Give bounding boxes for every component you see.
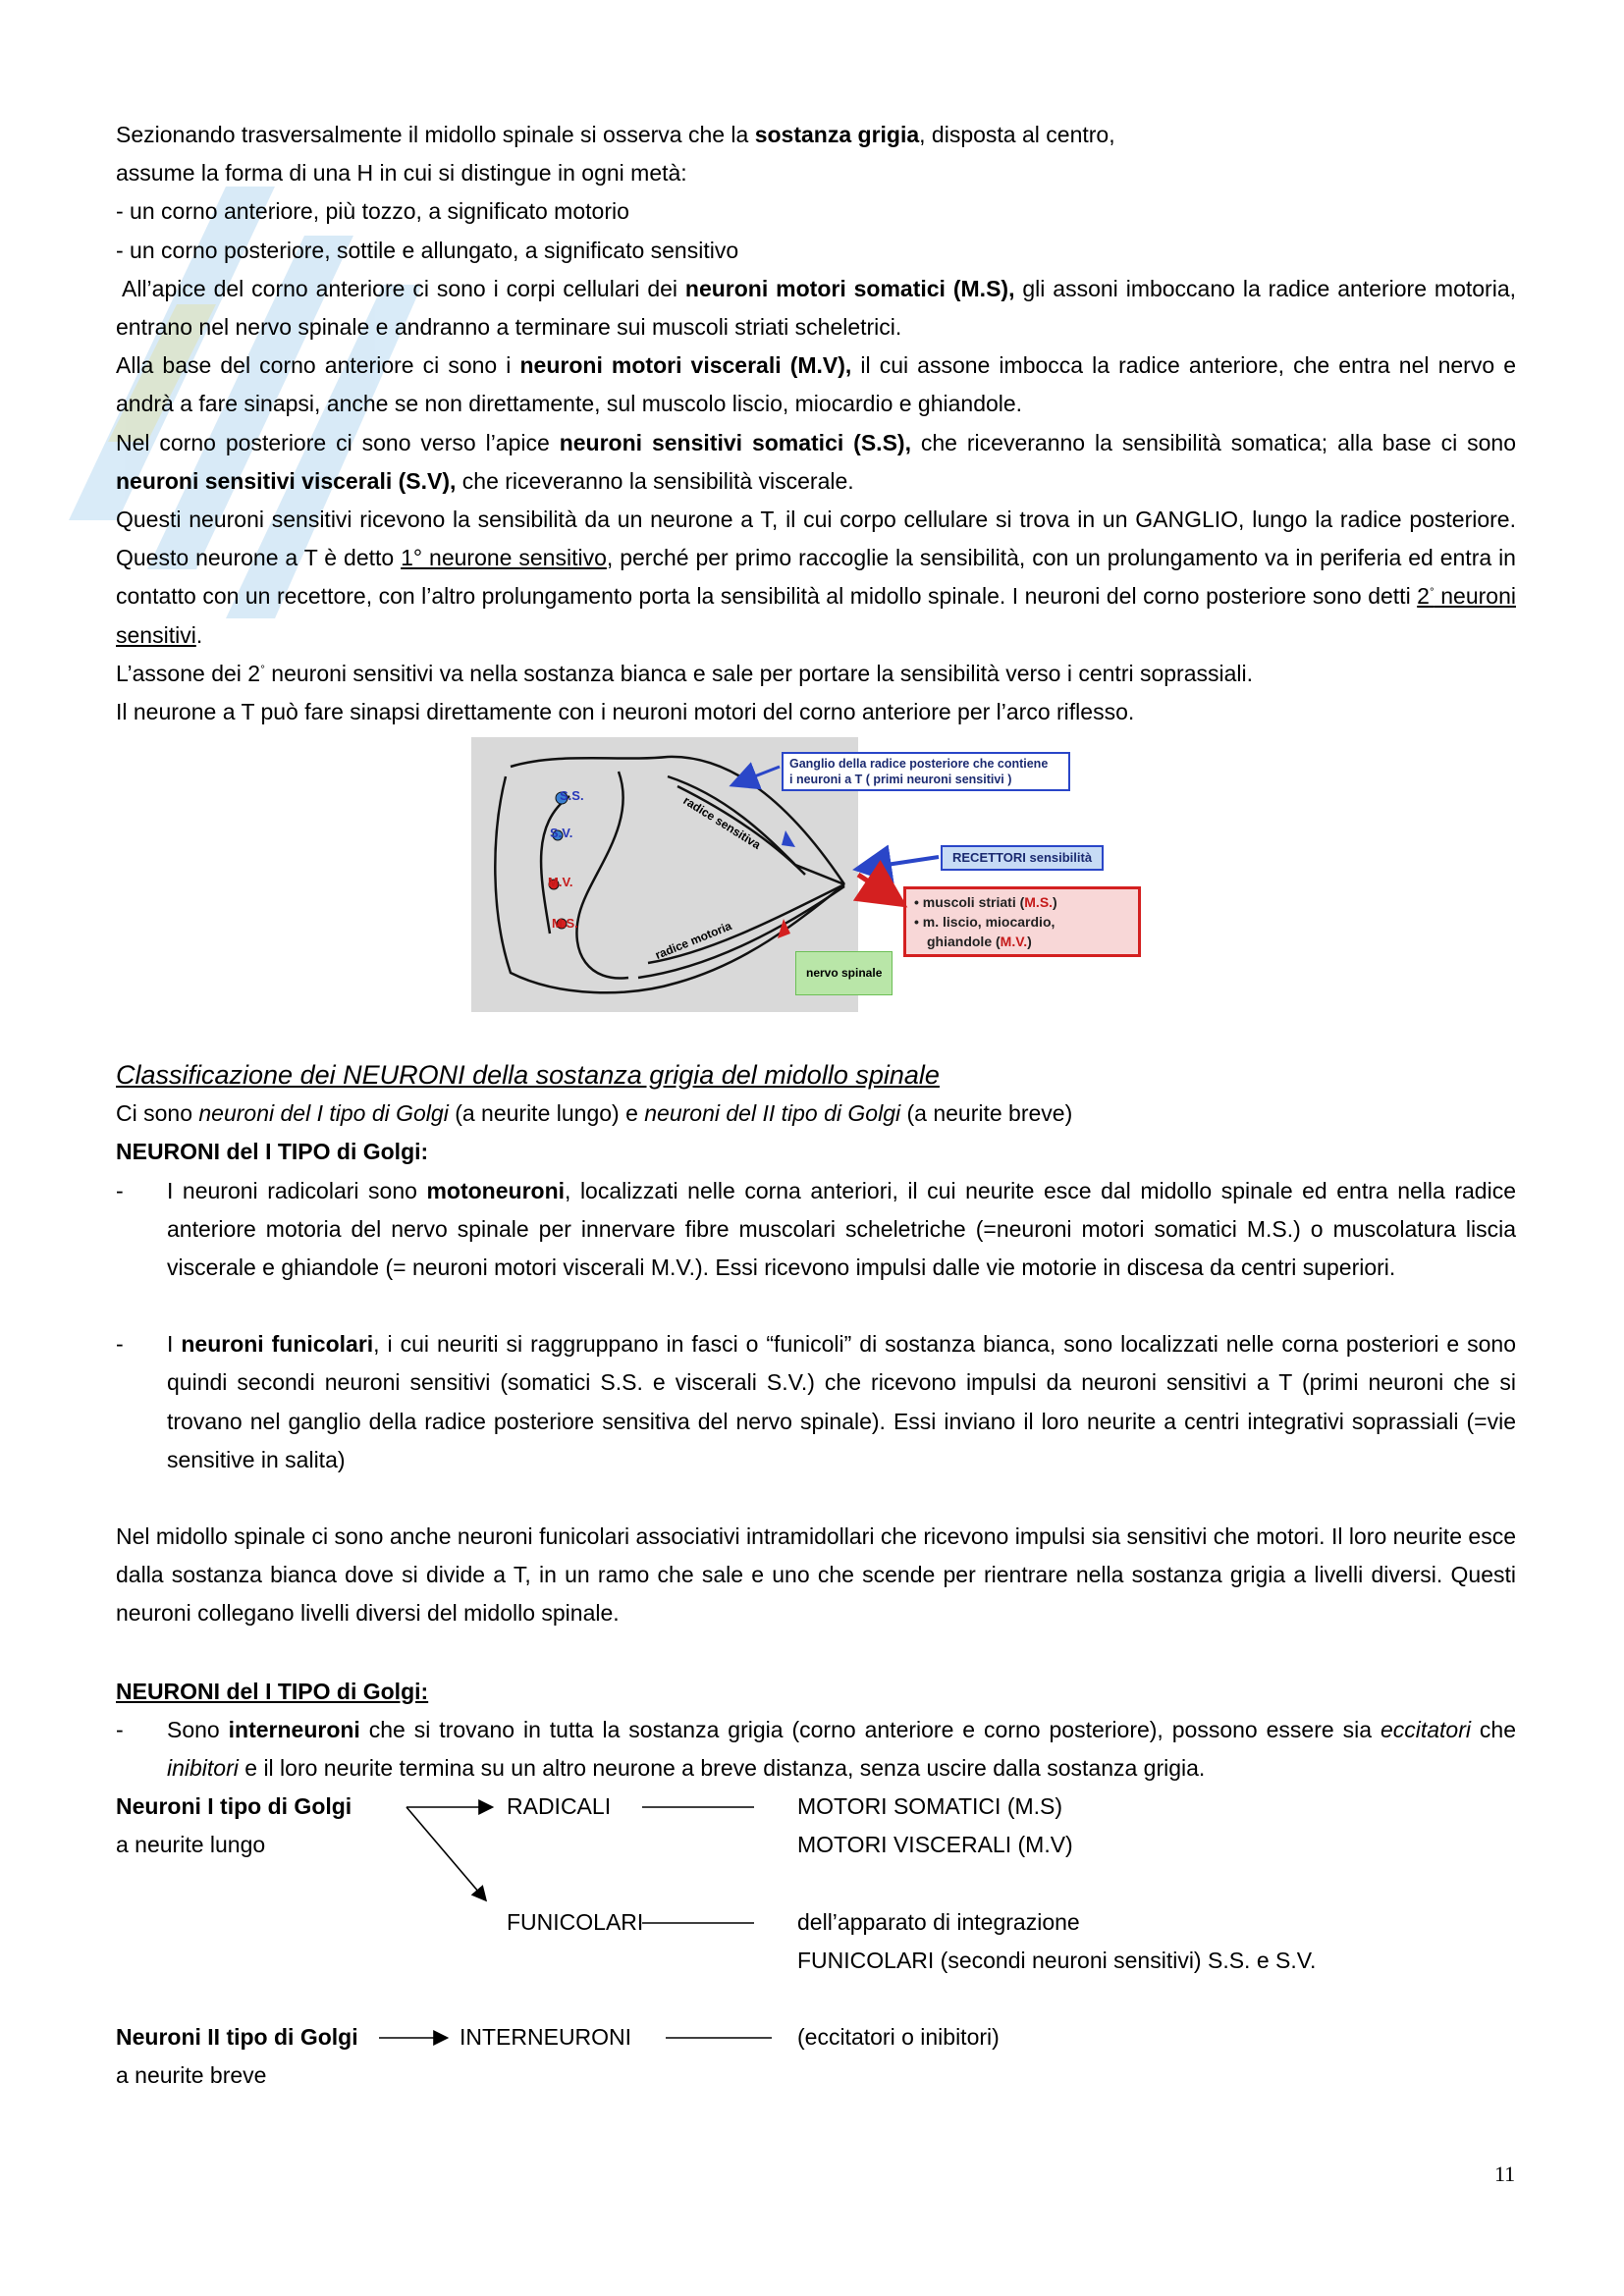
scheme-motori-viscerali: MOTORI VISCERALI (M.V) bbox=[797, 1832, 1073, 1858]
scheme-motori-somatici: MOTORI SOMATICI (M.S) bbox=[797, 1793, 1063, 1820]
scheme-tipo1: Neuroni I tipo di Golgi bbox=[116, 1793, 352, 1820]
scheme-interneuroni: INTERNEURONI bbox=[460, 2024, 632, 2051]
scheme-tipo2-sub: a neurite breve bbox=[116, 2062, 267, 2089]
scheme-funicolari: FUNICOLARI bbox=[507, 1909, 644, 1936]
label-ss: S.S. bbox=[560, 788, 584, 804]
label-ms: M.S. bbox=[552, 916, 578, 932]
golgi-scheme bbox=[116, 1788, 1516, 2102]
label-sv: S.V. bbox=[550, 826, 573, 841]
paragraph: Sezionando trasversalmente il midollo spinale si osserva che la sostanza grigia, disposta al centro, bbox=[116, 122, 1115, 147]
scheme-integrazione-funicolari: FUNICOLARI (secondi neuroni sensitivi) S.S. e S.V. bbox=[797, 1948, 1317, 1974]
document-body bbox=[116, 116, 1516, 2102]
effettori-line: • muscoli striati (M.S.) bbox=[914, 894, 1057, 911]
paragraph: Il neurone a T può fare sinapsi direttamente con i neuroni motori del corno anteriore per l’arco riflesso. bbox=[116, 699, 1135, 725]
scheme-eccitatori: (eccitatori o inibitori) bbox=[797, 2024, 1000, 2051]
effettori-line: • m. liscio, miocardio, bbox=[914, 914, 1056, 931]
label-radice-sensitiva: radice sensitiva bbox=[680, 793, 764, 853]
label-radice-motoria: radice motoria bbox=[653, 919, 734, 963]
paragraph: Nel midollo spinale ci sono anche neuroni funicolari associativi intramidollari che ricevono impulsi sia sensitivi che motori. Il loro neurite esce dalla sostanza bianca dove si divide a T, in un ramo che sale e uno che scende per rientrare nella sostanza grigia a livelli diversi. Questi neuroni collegano livelli diversi del midollo spinale. bbox=[116, 1523, 1516, 1627]
ganglio-line: i neuroni a T ( primi neuroni sensitivi ) bbox=[789, 773, 1012, 787]
ganglio-line: Ganglio della radice posteriore che contiene bbox=[789, 757, 1049, 772]
paragraph: - un corno anteriore, più tozzo, a significato motorio bbox=[116, 198, 629, 225]
paragraph: L’assone dei 2° neuroni sensitivi va nella sostanza bianca e sale per portare la sensibilità verso i centri soprassiali. bbox=[116, 660, 1254, 686]
paragraph: Nel corno posteriore ci sono verso l’apice neuroni sensitivi somatici (S.S), che riceveranno la sensibilità somatica; alla base ci sono neuroni sensitivi viscerali (S.V), che riceveranno la sensibilità viscerale. bbox=[116, 429, 1517, 494]
spinal-cord-figure bbox=[471, 737, 1178, 1012]
list-dash: - bbox=[116, 1716, 124, 1742]
scheme-radicali: RADICALI bbox=[507, 1793, 612, 1820]
list-item: - I neuroni funicolari, i cui neuriti si raggruppano in fasci o “funicoli” di sostanza bianca, sono localizzati nelle corna posteriori e sono quindi secondi neuroni sensitivi (somatici S.S. e viscerali S.V.) che ricevono impulsi da neuroni sensitivi a T (primi neuroni che si trovano nel ganglio della radice posteriore sensitiva del nervo spinale). Essi inviano il loro neurite a centri integrativi soprassiali (=vie sensitive in salita) bbox=[116, 1325, 1516, 1479]
scheme-tipo1-sub: a neurite lungo bbox=[116, 1832, 266, 1858]
paragraph: All’apice del corno anteriore ci sono i corpi cellulari dei neuroni motori somatici (M.S), gli assoni imboccano la radice anteriore motoria, entrano nel nervo spinale e andranno a terminare sui muscoli striati scheletrici. bbox=[116, 275, 1517, 341]
subheading: NEURONI del I TIPO di Golgi: bbox=[116, 1678, 429, 1704]
paragraph: Ci sono neuroni del I tipo di Golgi (a neurite lungo) e neuroni del II tipo di Golgi (a neurite breve) bbox=[116, 1100, 1073, 1127]
subheading: NEURONI del I TIPO di Golgi: bbox=[116, 1139, 429, 1165]
paragraph: - un corno posteriore, sottile e allungato, a significato sensitivo bbox=[116, 237, 739, 263]
effettori-line: ghiandole (M.V.) bbox=[927, 934, 1032, 950]
section-title: Classificazione dei NEURONI della sostanza grigia del midollo spinale bbox=[116, 1060, 940, 1091]
paragraph: assume la forma di una H in cui si distingue in ogni metà: bbox=[116, 160, 687, 187]
label-mv: M.V. bbox=[548, 875, 573, 890]
page-number: 11 bbox=[1494, 2162, 1516, 2186]
list-item: - I neuroni radicolari sono motoneuroni, localizzati nelle corna anteriori, il cui neurite esce dal midollo spinale ed entra nella radice anteriore motoria del nervo spinale per innervare fibre muscolari scheletriche (=neuroni motori somatici M.S.) o muscolatura liscia viscerale e ghiandole (= neuroni motori viscerali M.V.). Essi ricevono impulsi dalle vie motorie in discesa da centri superiori. bbox=[116, 1172, 1516, 1288]
scheme-integrazione: dell’apparato di integrazione bbox=[797, 1909, 1080, 1936]
scheme-tipo2: Neuroni II tipo di Golgi bbox=[116, 2024, 358, 2051]
recettori-callout: RECETTORI sensibilità bbox=[941, 845, 1104, 871]
paragraph: Questi neuroni sensitivi ricevono la sensibilità da un neurone a T, il cui corpo cellulare si trova in un GANGLIO, lungo la radice posteriore. Questo neurone a T è detto 1° neurone sensitivo, perché per primo raccoglie la sensibilità, con un prolungamento va in periferia ed entra in contatto con un recettore, con l’altro prolungamento porta la sensibilità al midollo spinale. I neuroni del corno posteriore sono detti 2° neuroni sensitivi. bbox=[116, 507, 1516, 648]
paragraph: Alla base del corno anteriore ci sono i neuroni motori viscerali (M.V), il cui assone imbocca la radice anteriore, che entra nel nervo e andrà a fare sinapsi, anche se non direttamente, sul muscolo liscio, miocardio e ghiandole. bbox=[116, 352, 1516, 417]
list-dash: - bbox=[116, 1331, 124, 1358]
scheme-arrows bbox=[116, 1788, 803, 2102]
nervo-spinale-label: nervo spinale bbox=[795, 951, 893, 995]
figure-arrows bbox=[471, 737, 1178, 1012]
list-item: - Sono interneuroni che si trovano in tutta la sostanza grigia (corno anteriore e corno posteriore), possono essere sia eccitatori che inibitori e il loro neurite termina su un altro neurone a breve distanza, senza uscire dalla sostanza grigia. bbox=[116, 1711, 1516, 1788]
list-dash: - bbox=[116, 1177, 124, 1203]
